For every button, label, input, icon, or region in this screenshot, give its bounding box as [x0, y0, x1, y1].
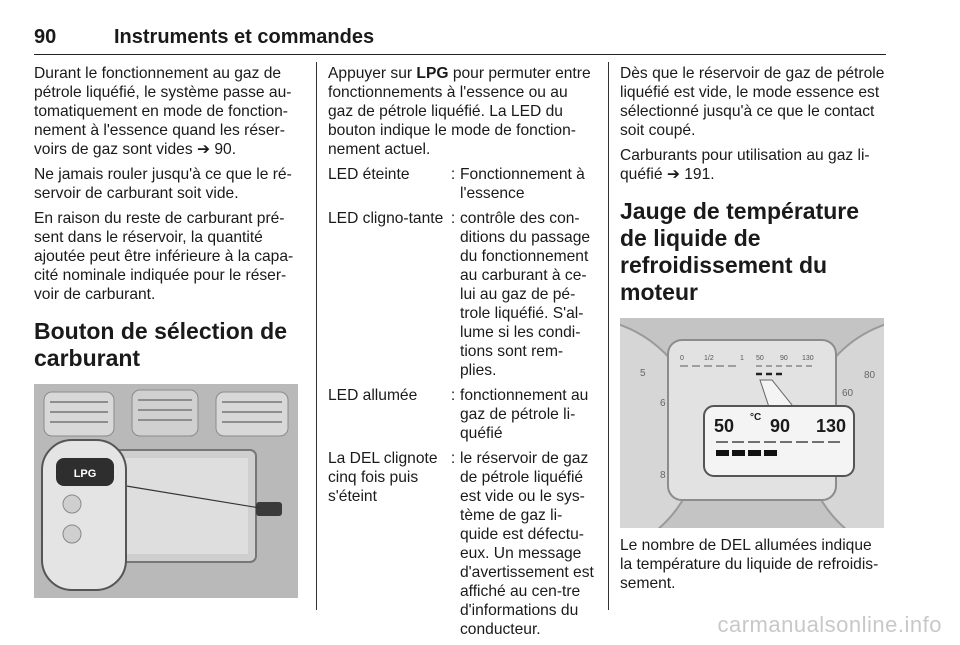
column-divider: [608, 62, 609, 610]
coolant-gauge-figure: [620, 318, 884, 528]
row-value: contrôle des con-ditions du passage du fonctionnement au carburant à ce-lui au gaz de pé-trole liquéfié. S'al-lume si les condi-tions sont rem-plies.: [460, 210, 591, 379]
row-value: le réservoir de gaz de pétrole liquéfié est vide ou le sys-tème de gaz li-quide est défectu-eux. Un message d'avertissement est affiché au cen-tre d'informations du conducteur.: [460, 450, 594, 638]
dial-right-label: 80: [864, 370, 876, 381]
temp-label-130: 130: [816, 416, 847, 436]
fuel-selector-figure: [34, 384, 298, 598]
column-3: [620, 64, 886, 599]
paragraph: Durant le fonctionnement au gaz de pétrole liquéfié, le système passe au-tomatiquement en mode de fonction-nement à l'essence quand les réser-voirs de gaz sont vides ➔ 90.: [34, 65, 292, 158]
watermark: carmanualsonline.info: [717, 612, 942, 637]
paragraph: Dès que le réservoir de gaz de pétrole liquéfié est vide, le mode essence est sélectionné jusqu'à ce que le contact soit coupé.: [620, 65, 885, 139]
intro-text: pour permuter entre fonctionnements à l'essence ou au gaz de pétrole liquéfié. La LED du bouton indique le mode de fonction-nement actuel.: [328, 65, 591, 158]
column-2: [328, 64, 594, 645]
paragraph: Carburants pour utilisation au gaz li-quéfié ➔ 191.: [620, 147, 870, 183]
page-header: [34, 24, 886, 54]
dial-left-label: 8: [660, 470, 666, 481]
row-key: LED éteinte: [328, 166, 410, 183]
row-key: LED allumée: [328, 387, 418, 404]
lpg-button-label: LPG: [73, 468, 97, 480]
table-row: [328, 449, 594, 645]
header-rule: [34, 54, 886, 55]
dial-left-label: 6: [660, 398, 666, 409]
paragraph: [328, 64, 594, 159]
dashboard-illustration: [34, 384, 298, 598]
led-status-table: [328, 165, 594, 645]
row-value: Fonctionnement à l'essence: [460, 166, 585, 202]
temp-unit: °C: [750, 412, 762, 423]
page-title: Instruments et commandes: [114, 26, 375, 48]
fuel-scale-label: 1/2: [704, 355, 714, 362]
temp-scale-label: 130: [802, 355, 814, 362]
page-number: 90: [34, 26, 57, 48]
temp-label-90: 90: [770, 416, 791, 436]
dial-right-label: 60: [842, 388, 854, 399]
lpg-keyword: LPG: [416, 65, 449, 82]
table-row: [328, 386, 594, 449]
paragraph: En raison du reste de carburant pré-sent dans le réservoir, la quantité ajoutée peut être inférieure à la capa-cité nominale indiquée pour le réser-voir de carburant.: [34, 210, 294, 303]
table-row: [328, 165, 594, 209]
fuel-scale-label: 1: [740, 355, 744, 362]
paragraph: Ne jamais rouler jusqu'à ce que le ré-servoir de carburant soit vide.: [34, 166, 292, 202]
figure-caption: Le nombre de DEL allumées indique la température du liquide de refroidis-sement.: [620, 537, 879, 592]
row-key: La DEL clignote cinq fois puis s'éteint: [328, 450, 438, 505]
section-heading: Jauge de température de liquide de refroidissement du moteur: [620, 198, 860, 305]
column-divider: [316, 62, 317, 610]
temp-scale-label: 50: [756, 355, 764, 362]
temp-label-50: 50: [714, 416, 735, 436]
section-heading: Bouton de sélection de carburant: [34, 318, 288, 371]
dial-left-label: 5: [640, 368, 646, 379]
row-separator: :: [450, 210, 456, 227]
fuel-scale-label: 0: [680, 355, 684, 362]
intro-text: Appuyer sur: [328, 65, 417, 82]
temp-scale-label: 90: [780, 355, 788, 362]
column-1: [34, 64, 302, 598]
row-separator: :: [450, 450, 456, 467]
row-value: fonctionnement au gaz de pétrole li-quéfié: [460, 387, 589, 442]
gauge-illustration: [620, 318, 884, 528]
row-key: LED cligno-tante: [328, 210, 444, 227]
row-separator: :: [450, 166, 456, 183]
table-row: [328, 209, 594, 386]
row-separator: :: [450, 387, 456, 404]
